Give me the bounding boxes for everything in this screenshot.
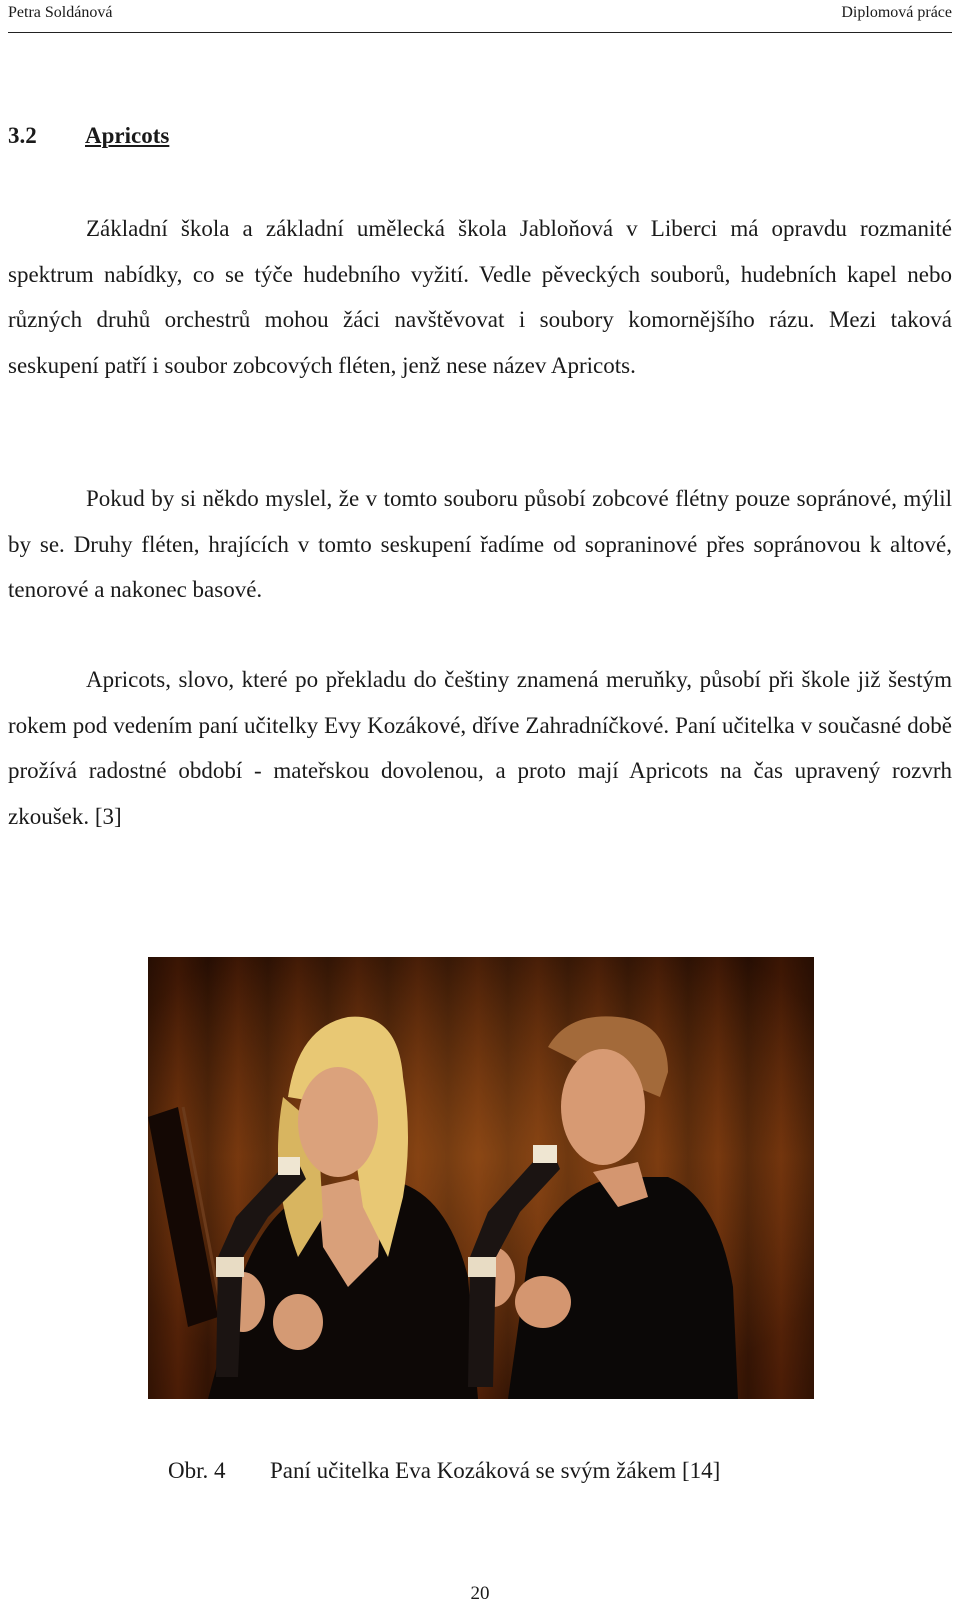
section-heading	[8, 123, 169, 149]
photo-illustration	[148, 957, 814, 1399]
section-number: 3.2	[8, 123, 37, 148]
page-number: 20	[470, 1583, 490, 1604]
caption-text: Paní učitelka Eva Kozáková se svým žákem [14]	[270, 1458, 721, 1483]
paragraph-1: Základní škola a základní umělecká škola Jabloňová v Liberci má opravdu rozmanité spektrum nabídky, co se týče hudebního vyžití. Vedle pěveckých souborů, hudebních kapel nebo různých druhů orchestrů mohou žáci navštěvovat i soubory komornějšího rázu. Mezi taková seskupení patří i soubor zobcových fléten, jenž nese název Apricots.	[8, 216, 952, 378]
paragraph-2: Pokud by si někdo myslel, že v tomto souboru působí zobcové flétny pouze sopránové, mýlil by se. Druhy fléten, hrajících v tomto seskupení řadíme od sopraninové přes sopránovou k altové, tenorové a nakonec basové.	[8, 486, 952, 602]
figure-caption	[168, 1458, 720, 1484]
header-author: Petra Soldánová	[8, 4, 113, 21]
caption-label: Obr. 4	[168, 1458, 226, 1483]
figure-photo	[148, 957, 814, 1399]
section-title: Apricots	[85, 123, 170, 148]
page-header	[8, 2, 952, 33]
header-document-type: Diplomová práce	[841, 4, 952, 21]
paragraph-3: Apricots, slovo, které po překladu do češtiny znamená meruňky, působí při škole již šestým rokem pod vedením paní učitelky Evy Kozákové, dříve Zahradníčkové. Paní učitelka v současné době prožívá radostné období - mateřskou dovolenou, a proto mají Apricots na čas upravený rozvrh zkoušek. [3]	[8, 667, 952, 829]
